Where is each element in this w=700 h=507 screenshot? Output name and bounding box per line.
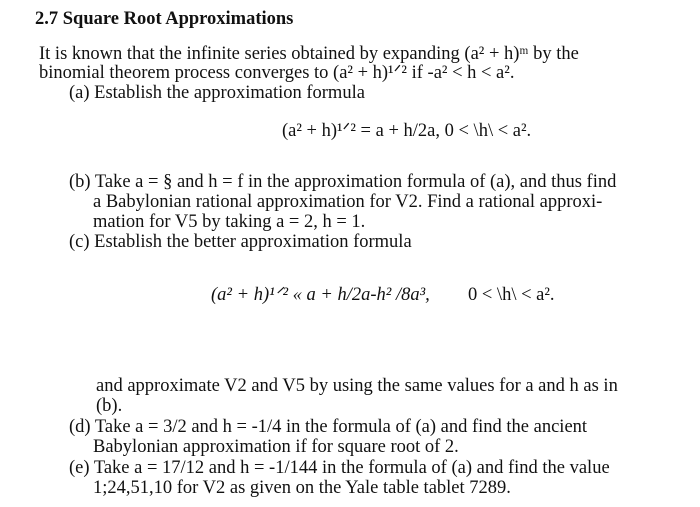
part-c-formula-right: 0 < \h\ < a². [468,285,555,305]
part-b-line-2: a Babylonian rational approximation for V2. Find a rational approxi- [93,192,603,212]
intro-line-1: It is known that the infinite series obtained by expanding (a² + h)ᵐ by the [39,44,579,64]
part-a-text: (a) Establish the approximation formula [69,83,365,103]
part-d-line-2: Babylonian approximation if for square root of 2. [93,437,459,457]
part-b-line-1: (b) Take a = § and h = f in the approximation formula of (a), and thus find [69,172,617,192]
part-a-formula: (a² + h)¹ᐟ² = a + h/2a, 0 < \h\ < a². [282,121,532,141]
intro-line-2: binomial theorem process converges to (a² + h)¹ᐟ² if -a² < h < a². [39,63,515,83]
part-c-formula-left: (a² + h)¹ᐟ² « a + h/2a-h² /8a³, [211,285,430,305]
part-b-line-3: mation for V5 by taking a = 2, h = 1. [93,212,366,232]
section-title: 2.7 Square Root Approximations [35,9,294,29]
part-e-line-2: 1;24,51,10 for V2 as given on the Yale table tablet 7289. [93,478,511,498]
after-c-line-1: and approximate V2 and V5 by using the same values for a and h as in [96,376,618,396]
after-c-line-2: (b). [96,396,123,416]
part-e-line-1: (e) Take a = 17/12 and h = -1/144 in the formula of (a) and find the value [69,458,610,478]
part-c-text: (c) Establish the better approximation formula [69,232,412,252]
part-d-line-1: (d) Take a = 3/2 and h = -1/4 in the formula of (a) and find the ancient [69,417,588,437]
